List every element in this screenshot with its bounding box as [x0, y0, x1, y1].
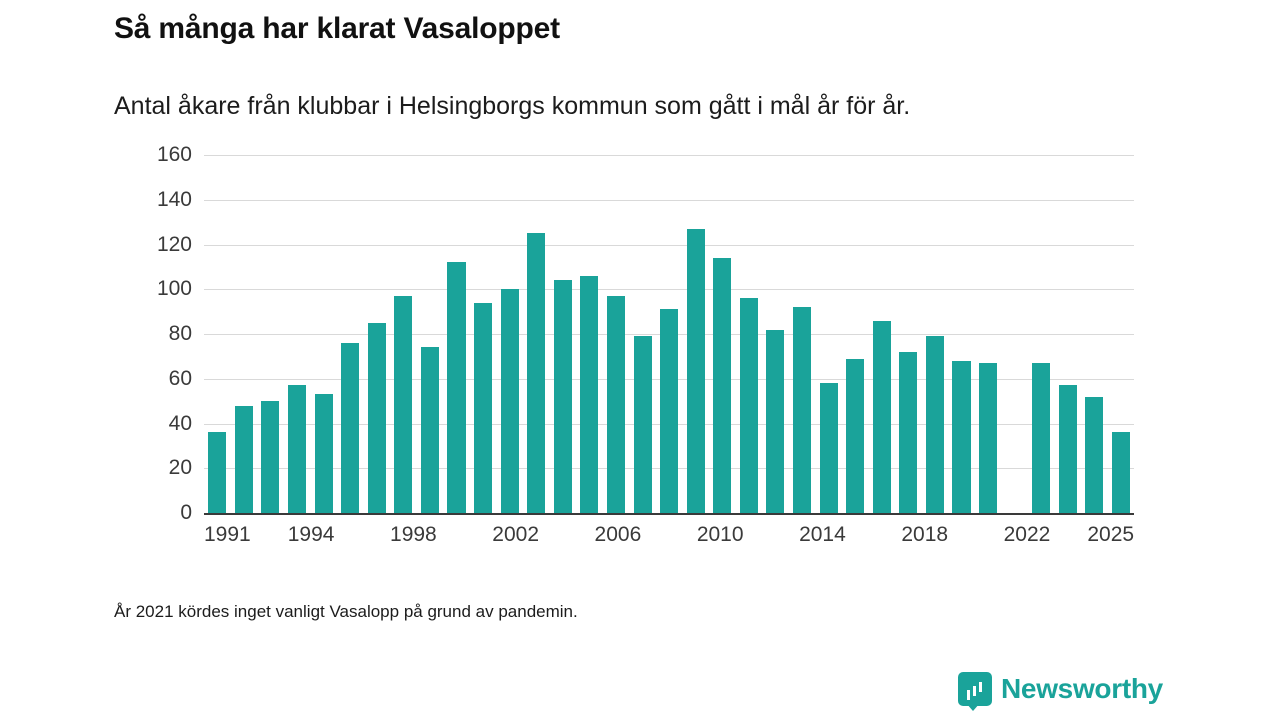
- x-axis-tick: [390, 523, 437, 563]
- x-axis-tick: [539, 523, 558, 563]
- x-axis-line: [204, 513, 1134, 515]
- x-axis-tick: [455, 523, 474, 563]
- x-axis-tick-label: 2010: [696, 523, 744, 546]
- x-axis-tick: [353, 523, 372, 563]
- bar-slot: [284, 155, 311, 513]
- bar: [820, 383, 838, 513]
- bar-slot: [550, 155, 577, 513]
- x-axis-tick: [204, 523, 251, 563]
- bar-slot: [842, 155, 869, 513]
- bar: [607, 296, 625, 513]
- x-axis-labels: [204, 523, 1134, 563]
- bar-slot: [789, 155, 816, 513]
- bar: [952, 361, 970, 513]
- x-axis-tick: [883, 523, 902, 563]
- bar-slot: [496, 155, 523, 513]
- x-axis-tick: [576, 523, 595, 563]
- speech-bubble-tail-icon: [966, 703, 980, 711]
- x-axis-tick: [660, 523, 679, 563]
- page-subtitle: Antal åkare från klubbar i Helsingborgs kommun som gått i mål år för år.: [114, 92, 911, 120]
- bar-slot: [231, 155, 258, 513]
- bar-slot: [868, 155, 895, 513]
- x-axis-tick: [372, 523, 391, 563]
- bar: [1059, 385, 1077, 513]
- bar: [846, 359, 864, 513]
- bar: [580, 276, 598, 513]
- bar-slot: [417, 155, 444, 513]
- x-axis-tick: [288, 523, 335, 563]
- bar: [1032, 363, 1050, 513]
- x-axis-tick: [864, 523, 883, 563]
- newsworthy-logo: [958, 672, 1163, 706]
- bar-slot: [204, 155, 231, 513]
- x-axis-tick: [678, 523, 697, 563]
- bar: [660, 309, 678, 513]
- x-axis-tick: [1069, 523, 1088, 563]
- bar-slot: [470, 155, 497, 513]
- x-axis-tick: [641, 523, 660, 563]
- bar-slot: [895, 155, 922, 513]
- x-axis-tick: [901, 523, 948, 563]
- x-axis-tick: [437, 523, 456, 563]
- bar: [1112, 432, 1130, 513]
- bar-slot: [736, 155, 763, 513]
- bar: [873, 321, 891, 513]
- x-axis-tick: [595, 523, 642, 563]
- bar: [740, 298, 758, 513]
- bar-chart-icon: [958, 672, 992, 706]
- bar: [368, 323, 386, 513]
- x-axis-tick-label: 2018: [901, 523, 949, 546]
- bar: [1085, 397, 1103, 513]
- bar-slot: [1028, 155, 1055, 513]
- bar-slot: [1081, 155, 1108, 513]
- bar-slot: [975, 155, 1002, 513]
- bar: [527, 233, 545, 513]
- y-axis-tick-label: 80: [168, 322, 192, 345]
- x-axis-tick: [781, 523, 800, 563]
- y-axis-tick-label: 140: [156, 187, 192, 211]
- bar: [926, 336, 944, 513]
- x-axis-tick-label: 2025: [1087, 523, 1135, 546]
- bar: [713, 258, 731, 513]
- bar-slot: [257, 155, 284, 513]
- chart-footnote: År 2021 kördes inget vanligt Vasalopp på grund av pandemin.: [114, 602, 578, 621]
- x-axis-tick-label: 2022: [1003, 523, 1051, 546]
- bar-slot: [390, 155, 417, 513]
- bar: [554, 280, 572, 513]
- x-axis-tick: [474, 523, 493, 563]
- bar-slot: [603, 155, 630, 513]
- y-axis-tick-label: 160: [156, 143, 192, 166]
- bar-slot: [656, 155, 683, 513]
- bar-slot: [815, 155, 842, 513]
- x-axis-tick: [1087, 523, 1134, 563]
- bar-slot: [523, 155, 550, 513]
- logo-text: Newsworthy: [1001, 673, 1163, 704]
- bar: [288, 385, 306, 513]
- x-axis-tick: [762, 523, 781, 563]
- bar-slot: [310, 155, 337, 513]
- bar: [447, 262, 465, 513]
- plot-area: [156, 143, 1134, 524]
- x-axis-tick: [846, 523, 865, 563]
- bar: [394, 296, 412, 513]
- x-axis-tick: [744, 523, 763, 563]
- x-axis-tick: [269, 523, 288, 563]
- y-axis-tick-label: 40: [168, 411, 192, 435]
- bar-series: [204, 155, 1134, 513]
- bar: [341, 343, 359, 513]
- x-axis-tick: [948, 523, 967, 563]
- bar: [766, 330, 784, 513]
- x-axis-tick: [1004, 523, 1051, 563]
- y-axis-tick-label: 100: [156, 277, 192, 301]
- x-axis-tick-label: 2006: [594, 523, 642, 546]
- bar: [979, 363, 997, 513]
- y-axis-tick-label: 0: [180, 501, 192, 524]
- bar: [501, 289, 519, 513]
- bar: [261, 401, 279, 513]
- x-axis-tick-label: 1998: [390, 523, 437, 546]
- bar-slot: [629, 155, 656, 513]
- x-axis-tick: [967, 523, 986, 563]
- bar-slot: [363, 155, 390, 513]
- bar: [899, 352, 917, 513]
- x-axis-tick-label: 1991: [204, 523, 251, 546]
- x-axis-tick: [492, 523, 539, 563]
- bar: [793, 307, 811, 513]
- bar-slot: [682, 155, 709, 513]
- bar: [634, 336, 652, 513]
- bar-slot: [576, 155, 603, 513]
- bar-slot: [443, 155, 470, 513]
- x-axis-tick: [558, 523, 577, 563]
- x-axis-tick: [334, 523, 353, 563]
- bar: [687, 229, 705, 513]
- y-axis-tick-label: 120: [156, 232, 192, 256]
- x-axis-tick: [251, 523, 270, 563]
- x-axis-tick: [985, 523, 1004, 563]
- bar-slot: [337, 155, 364, 513]
- bar-slot: [948, 155, 975, 513]
- bar: [421, 347, 439, 513]
- bar-slot: [922, 155, 949, 513]
- bar: [474, 303, 492, 513]
- x-axis-tick: [697, 523, 744, 563]
- x-axis-tick: [799, 523, 846, 563]
- bar-slot: [709, 155, 736, 513]
- bar-chart: [114, 145, 1154, 565]
- x-axis-tick: [1050, 523, 1069, 563]
- bar: [315, 394, 333, 513]
- bar-slot: [762, 155, 789, 513]
- bar-slot: [1001, 155, 1028, 513]
- bar-slot: [1108, 155, 1135, 513]
- bar: [235, 406, 253, 513]
- y-axis-tick-label: 60: [168, 366, 192, 390]
- bar-slot: [1055, 155, 1082, 513]
- bar: [208, 432, 226, 513]
- x-axis-tick-label: 1994: [287, 523, 335, 546]
- x-axis-tick-label: 2014: [799, 523, 846, 546]
- page-title: Så många har klarat Vasaloppet: [114, 12, 560, 45]
- x-axis-tick-label: 2002: [492, 523, 539, 546]
- y-axis-tick-label: 20: [168, 456, 192, 480]
